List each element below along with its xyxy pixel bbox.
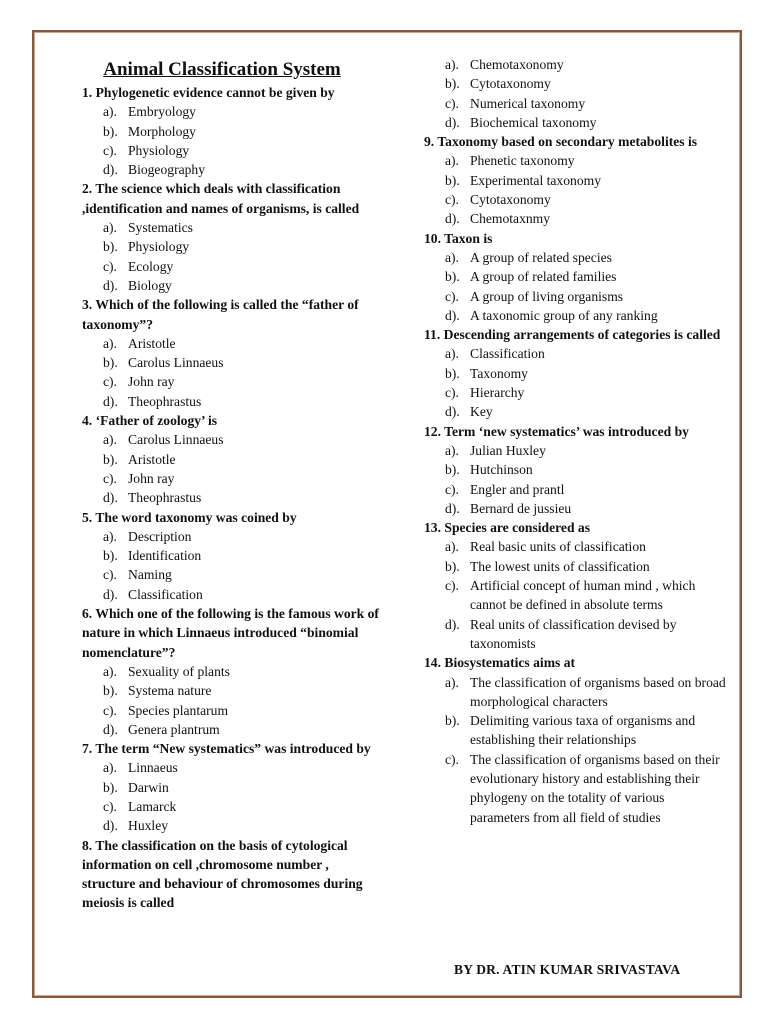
option-text: Huxley: [128, 818, 169, 834]
question-block: [424, 229, 726, 325]
option-text: Hutchinson: [470, 462, 533, 478]
left-column: [82, 58, 382, 913]
question-block: [424, 132, 726, 228]
answer-option: [424, 557, 726, 576]
option-label: d).: [103, 162, 118, 178]
answer-option: [82, 527, 382, 546]
option-text: Julian Huxley: [470, 442, 546, 458]
option-text: Cytotaxonomy: [470, 76, 551, 92]
answer-option: [82, 565, 382, 584]
option-label: b).: [445, 365, 460, 381]
question-text: 4. ‘Father of zoology’ is: [82, 413, 218, 429]
answer-option: [424, 113, 726, 132]
option-label: a).: [103, 335, 117, 351]
option-text: Physiology: [128, 239, 190, 255]
answer-option: [82, 276, 382, 295]
option-text: Biogeography: [128, 162, 206, 178]
question-block: [424, 653, 726, 827]
option-text: Taxonomy: [470, 365, 528, 381]
option-text: Cytotaxonomy: [470, 192, 551, 208]
option-label: a).: [445, 539, 459, 555]
option-label: c).: [103, 142, 117, 158]
answer-option: [424, 576, 726, 615]
option-label: d).: [445, 114, 460, 130]
option-label: d).: [445, 307, 460, 323]
answer-option: [424, 55, 726, 74]
answer-option: [424, 673, 726, 712]
option-label: d).: [445, 500, 460, 516]
option-text: Biology: [128, 277, 172, 293]
option-text: John ray: [128, 470, 175, 486]
option-label: d).: [445, 404, 460, 420]
question-block: [82, 295, 382, 411]
option-text: Classification: [128, 586, 203, 602]
answer-option: [82, 450, 382, 469]
option-text: Naming: [128, 567, 172, 583]
option-label: a).: [103, 760, 117, 776]
option-text: Darwin: [128, 779, 169, 795]
option-label: a).: [445, 249, 459, 265]
question-text: 5. The word taxonomy was coined by: [82, 509, 297, 525]
answer-option: [82, 122, 382, 141]
option-label: c).: [103, 702, 117, 718]
answer-option: [424, 750, 726, 827]
option-text: Carolus Linnaeus: [128, 432, 224, 448]
option-label: b).: [103, 451, 118, 467]
option-label: b).: [103, 779, 118, 795]
question-text: 12. Term ‘new systematics’ was introduced by: [424, 423, 689, 439]
option-text: Chemotaxnmy: [470, 211, 551, 227]
answer-option: [82, 218, 382, 237]
answer-option: [424, 151, 726, 170]
option-text: Sexuality of plants: [128, 663, 230, 679]
answer-option: [424, 94, 726, 113]
answer-option: [82, 758, 382, 777]
answer-option: [82, 430, 382, 449]
right-column: [424, 55, 726, 827]
option-label: a).: [103, 220, 117, 236]
option-label: c).: [445, 288, 459, 304]
question-text: 10. Taxon is: [424, 230, 493, 246]
option-text: Biochemical taxonomy: [470, 114, 597, 130]
answer-option: [82, 797, 382, 816]
answer-option: [424, 287, 726, 306]
question-block: [82, 411, 382, 507]
question-block: [82, 739, 382, 835]
option-text: Genera plantrum: [128, 721, 220, 737]
option-label: c).: [445, 751, 459, 767]
option-label: b).: [103, 355, 118, 371]
question-block: [82, 83, 382, 179]
option-label: a).: [445, 674, 459, 690]
option-text: Key: [470, 404, 493, 420]
answer-option: [82, 141, 382, 160]
option-label: a).: [103, 432, 117, 448]
question-block: [82, 508, 382, 604]
option-text: Systema nature: [128, 683, 212, 699]
option-label: a).: [445, 442, 459, 458]
answer-option: [82, 102, 382, 121]
question-text: 13. Species are considered as: [424, 520, 591, 536]
option-text: Lamarck: [128, 798, 177, 814]
option-label: b).: [103, 683, 118, 699]
option-label: d).: [445, 616, 460, 632]
option-label: a).: [103, 663, 117, 679]
answer-option: [424, 74, 726, 93]
question-block: [424, 422, 726, 518]
option-label: d).: [445, 211, 460, 227]
option-text: Experimental taxonomy: [470, 172, 601, 188]
answer-option: [424, 499, 726, 518]
answer-option: [424, 537, 726, 556]
option-text: Morphology: [128, 123, 196, 139]
option-text: Embryology: [128, 104, 196, 120]
option-label: b).: [445, 269, 460, 285]
question-text: 7. The term “New systematics” was introduced by: [82, 741, 371, 757]
option-label: c).: [445, 578, 459, 594]
answer-option: [424, 441, 726, 460]
answer-option: [82, 585, 382, 604]
answer-option: [82, 681, 382, 700]
option-text: A group of living organisms: [470, 288, 624, 304]
option-text: Carolus Linnaeus: [128, 355, 224, 371]
option-text: Artificial concept of human mind , which cannot be defined in absolute terms: [470, 578, 696, 613]
question-text: 9. Taxonomy based on secondary metabolites is: [424, 134, 698, 150]
option-label: b).: [103, 548, 118, 564]
option-text: Theophrastus: [128, 490, 202, 506]
question-text: 3. Which of the following is called the “father of taxonomy”?: [82, 297, 359, 332]
option-text: Delimiting various taxa of organisms and establishing their relationships: [470, 713, 696, 748]
option-label: d).: [103, 721, 118, 737]
answer-option: [424, 248, 726, 267]
question-text: 1. Phylogenetic evidence cannot be given by: [82, 85, 335, 100]
option-label: c).: [103, 470, 117, 486]
option-label: b).: [103, 123, 118, 139]
answer-option: [424, 364, 726, 383]
answer-option: [82, 257, 382, 276]
page-title: Animal Classification System: [103, 59, 341, 80]
answer-option: [424, 267, 726, 286]
option-label: b).: [445, 172, 460, 188]
answer-option: [82, 160, 382, 179]
option-text: The classification of organisms based on their evolutionary history and establishing their phylogeny on the totality of various parameters from all field of studies: [470, 751, 720, 825]
answer-option: [82, 778, 382, 797]
question-block: [82, 836, 382, 913]
option-label: d).: [103, 393, 118, 409]
answer-option: [424, 615, 726, 654]
question-text: 14. Biosystematics aims at: [424, 655, 576, 671]
option-text: Ecology: [128, 258, 174, 274]
answer-option: [82, 372, 382, 391]
answer-option: [424, 480, 726, 499]
question-text: 11. Descending arrangements of categories is called: [424, 327, 721, 343]
answer-option: [82, 662, 382, 681]
author-footer: BY DR. ATIN KUMAR SRIVASTAVA: [454, 962, 681, 977]
option-label: b).: [445, 76, 460, 92]
option-text: John ray: [128, 374, 175, 390]
answer-option: [424, 190, 726, 209]
question-text: 8. The classification on the basis of cytological information on cell ,chromosome number , structure and behaviour of chromosomes during meiosis is called: [82, 837, 363, 911]
option-text: Real basic units of classification: [470, 539, 646, 555]
option-text: A taxonomic group of any ranking: [470, 307, 658, 323]
question-8-options: [424, 55, 726, 132]
answer-option: [82, 469, 382, 488]
option-label: c).: [103, 258, 117, 274]
answer-option: [424, 209, 726, 228]
option-label: c).: [103, 798, 117, 814]
answer-option: [424, 383, 726, 402]
option-label: c).: [445, 192, 459, 208]
option-label: d).: [103, 818, 118, 834]
option-text: Hierarchy: [470, 385, 525, 401]
option-text: Species plantarum: [128, 702, 229, 718]
option-label: b).: [103, 239, 118, 255]
option-text: Systematics: [128, 220, 193, 236]
option-text: Phenetic taxonomy: [470, 153, 575, 169]
question-text: 2. The science which deals with classification ,identification and names of organisms, is called: [82, 181, 360, 216]
answer-option: [424, 460, 726, 479]
option-label: a).: [445, 346, 459, 362]
option-label: b).: [445, 462, 460, 478]
answer-option: [82, 701, 382, 720]
option-label: c).: [103, 567, 117, 583]
option-text: Numerical taxonomy: [470, 95, 586, 111]
option-label: b).: [445, 558, 460, 574]
option-label: d).: [103, 586, 118, 602]
option-text: Aristotle: [128, 335, 176, 351]
option-label: a).: [445, 57, 459, 72]
option-text: A group of related species: [470, 249, 612, 265]
answer-option: [424, 344, 726, 363]
answer-option: [424, 711, 726, 750]
answer-option: [82, 237, 382, 256]
question-block: [424, 518, 726, 653]
option-text: A group of related families: [470, 269, 617, 285]
option-label: a).: [103, 528, 117, 544]
option-label: c).: [103, 374, 117, 390]
option-label: d).: [103, 490, 118, 506]
left-question-list: [82, 83, 382, 913]
question-text: 6. Which one of the following is the famous work of nature in which Linnaeus introduced “binomial nomenclature”?: [82, 606, 379, 660]
option-text: Linnaeus: [128, 760, 178, 776]
option-text: Description: [128, 528, 192, 544]
option-text: Real units of classification devised by taxonomists: [470, 616, 677, 651]
option-text: Theophrastus: [128, 393, 202, 409]
answer-option: [82, 720, 382, 739]
option-text: Classification: [470, 346, 545, 362]
option-label: c).: [445, 95, 459, 111]
option-label: a).: [103, 104, 117, 120]
answer-option: [424, 306, 726, 325]
option-text: The lowest units of classification: [470, 558, 650, 574]
answer-option: [82, 334, 382, 353]
answer-option: [424, 402, 726, 421]
option-text: Engler and prantl: [470, 481, 565, 497]
option-label: d).: [103, 277, 118, 293]
option-text: The classification of organisms based on broad morphological characters: [470, 674, 726, 709]
option-text: Bernard de jussieu: [470, 500, 572, 516]
question-block: [82, 604, 382, 739]
option-text: Physiology: [128, 142, 190, 158]
answer-option: [82, 546, 382, 565]
answer-option: [82, 488, 382, 507]
option-label: a).: [445, 153, 459, 169]
right-question-list: [424, 132, 726, 827]
question-block: [424, 325, 726, 421]
answer-option: [82, 816, 382, 835]
answer-option: [424, 171, 726, 190]
option-label: c).: [445, 385, 459, 401]
option-text: Chemotaxonomy: [470, 57, 564, 72]
answer-option: [82, 392, 382, 411]
option-text: Aristotle: [128, 451, 176, 467]
question-block: [82, 179, 382, 295]
answer-option: [82, 353, 382, 372]
option-label: c).: [445, 481, 459, 497]
option-text: Identification: [128, 548, 202, 564]
option-label: b).: [445, 713, 460, 729]
